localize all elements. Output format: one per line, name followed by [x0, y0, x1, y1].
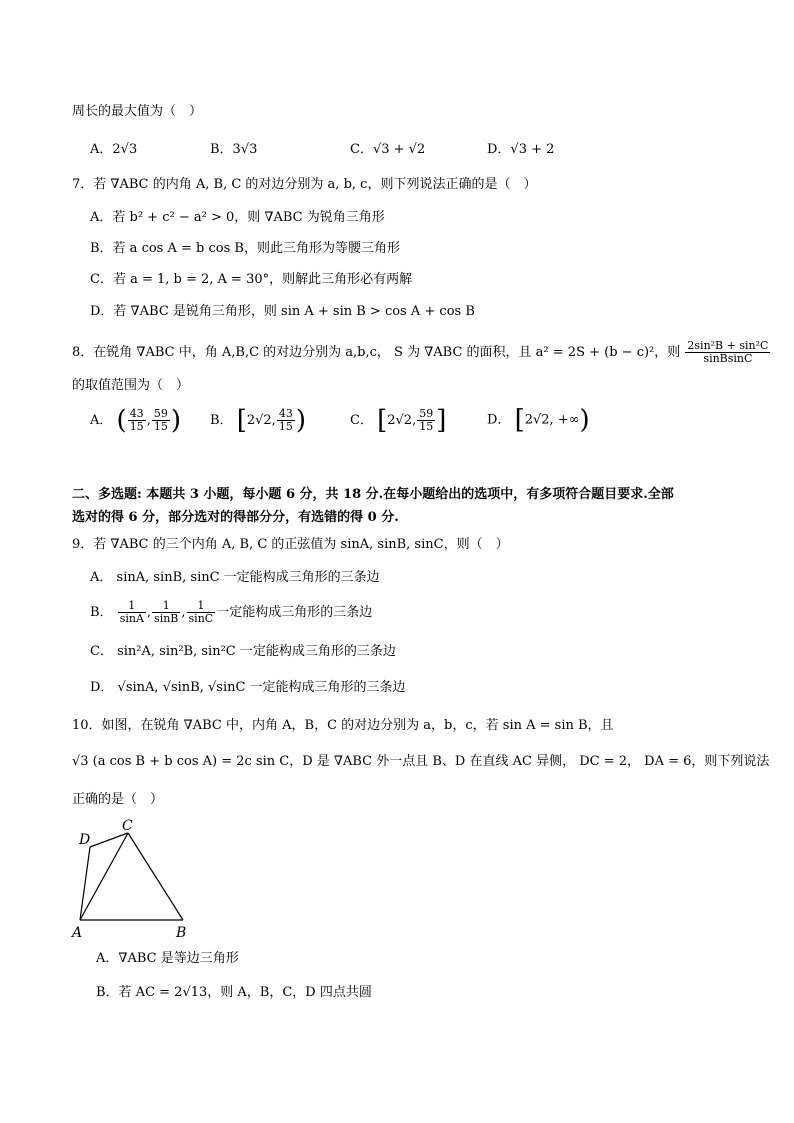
q9-stem: 9．若 ∇ABC 的三个内角 A, B, C 的正弦值为 sinA, sinB, sinC，则（ ）: [72, 537, 509, 552]
vertex-label-c: C: [122, 818, 133, 834]
q10-figure: [70, 815, 200, 940]
q6-option-a: A．2√3: [90, 142, 138, 157]
q8-option-a: A． ( $\frac{43}{15}$ , $\frac{59}{15}$ ): [90, 405, 181, 436]
den: sinA: [119, 612, 144, 625]
section2-heading-line1: 二、多选题: 本题共 3 小题，每小题 6 分，共 18 分.在每小题给出的选项中，有多项符合题目要求.全部: [72, 487, 674, 502]
q8-option-a-label: A．: [90, 413, 113, 428]
q8-stem: [72, 340, 771, 365]
q7-option-c: C．若 a = 1, b = 2, A = 30°，则解此三角形必有两解: [90, 272, 413, 287]
segment-bc: [128, 833, 183, 920]
q8-fraction-numerator: 2sin²B + sin²C: [687, 339, 769, 352]
num: 43: [129, 407, 144, 420]
num: 43: [278, 407, 293, 420]
q9-option-b-label: B．: [90, 605, 113, 620]
q8-option-b-left: 2√2,: [246, 413, 276, 428]
q8-stem-continued: 的取值范围为（ ）: [72, 378, 190, 393]
q9-option-b-tail: 一定能构成三角形的三条边: [216, 605, 373, 620]
den: 15: [278, 420, 293, 433]
section2-heading-line2: 选对的得 6 分，部分选对的得部分分，有选错的得 0 分.: [72, 510, 399, 525]
q8-option-c-label: C．: [350, 413, 373, 428]
q8-option-c-frac: [417, 408, 435, 433]
q6-option-d: D．√3 + 2: [487, 142, 555, 157]
num: 1: [152, 600, 180, 613]
vertex-label-d: D: [79, 832, 91, 848]
num: 1: [118, 600, 146, 613]
q10-option-a: A．∇ABC 是等边三角形: [96, 951, 239, 966]
q9-option-b-frac-c: [187, 600, 216, 625]
q8-option-d-value: 2√2, +∞: [524, 412, 580, 428]
q9-option-a: A． sinA, sinB, sinC 一定能构成三角形的三条边: [90, 570, 380, 585]
num: 59: [153, 407, 168, 420]
den: 15: [419, 420, 434, 433]
q8-option-d-label: D．: [487, 412, 511, 428]
q10-stem-line2: √3 (a cos B + b cos A) = 2c sin C，D 是 ∇ABC 外一点且 B、D 在直线 AC 异侧， DC = 2， DA = 6，则下列说法: [72, 754, 770, 769]
q7-option-b: B．若 a cos A = b cos B，则此三角形为等腰三角形: [90, 241, 400, 256]
segment-ad: [80, 847, 90, 920]
q7-option-d: D．若 ∇ABC 是锐角三角形，则 sin A + sin B > cos A + cos B: [90, 304, 475, 319]
q8-option-c: C． [2√2, $\frac{59}{15}$ ]: [350, 405, 447, 436]
q8-fraction-denominator: sinBsinC: [703, 352, 753, 365]
q8-option-c-left: 2√2,: [387, 413, 417, 428]
q9-option-b: B． $\frac{1}{\sin A}$ , $\frac{1}{\sin B}$ , $\frac{1}{\sin C}$ 一定能构成三角形的三条边: [90, 599, 373, 625]
q8-option-a-frac2: [152, 408, 170, 433]
q7-stem: 7．若 ∇ABC 的内角 A, B, C 的对边分别为 a, b, c，则下列说法正确的是（ ）: [72, 177, 537, 192]
q6-option-b: B．3√3: [210, 142, 258, 157]
q8-stem-text: 8．在锐角 ∇ABC 中，角 A,B,C 的对边分别为 a,b,c， S 为 ∇ABC 的面积，且 a² = 2S + (b − c)²，则: [72, 345, 681, 360]
vertex-label-b: B: [176, 925, 187, 940]
q9-option-c: C． sin²A, sin²B, sin²C 一定能构成三角形的三条边: [90, 644, 396, 659]
q8-option-d: D． [2√2, +∞): [487, 405, 590, 435]
den: 15: [129, 420, 144, 433]
vertex-label-a: A: [72, 925, 83, 940]
q8-option-b-frac: [277, 408, 295, 433]
num: 59: [419, 407, 434, 420]
den: sinB: [154, 612, 179, 625]
q6-stem-tail: 周长的最大值为（ ）: [72, 104, 203, 119]
q10-stem-line3: 正确的是（ ）: [72, 792, 164, 807]
den: sinC: [188, 612, 214, 625]
q7-option-a: A．若 b² + c² − a² > 0，则 ∇ABC 为锐角三角形: [90, 210, 385, 225]
den: 15: [153, 420, 168, 433]
q9-option-d: D． √sinA, √sinB, √sinC 一定能构成三角形的三条边: [90, 680, 406, 695]
segment-dc: [90, 833, 128, 847]
q6-option-c: C．√3 + √2: [350, 142, 426, 157]
num: 1: [187, 600, 216, 613]
q8-option-b: B． [2√2, $\frac{43}{15}$ ): [210, 405, 306, 436]
q9-option-b-frac-a: [118, 600, 146, 625]
q10-option-b: B．若 AC = 2√13，则 A，B，C，D 四点共圆: [96, 985, 372, 1000]
q10-stem-line1: 10．如图，在锐角 ∇ABC 中，内角 A，B，C 的对边分别为 a，b，c，若 sin A = sin B，且: [72, 718, 614, 733]
q8-option-b-label: B．: [210, 413, 233, 428]
q8-fraction: [685, 340, 770, 365]
q9-option-b-frac-b: [152, 600, 180, 625]
q8-option-a-frac1: [128, 408, 146, 433]
